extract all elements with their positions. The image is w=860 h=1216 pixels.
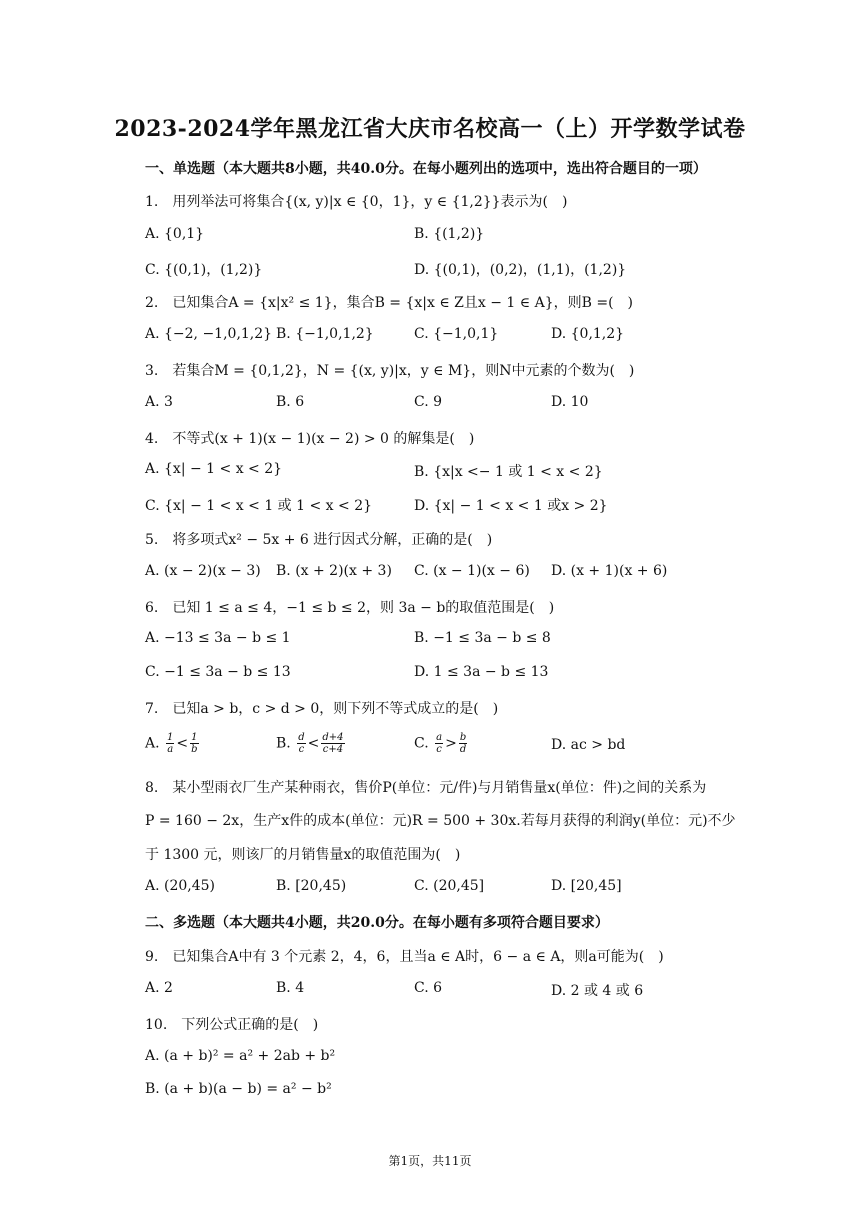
q4-option-a: A. {x| − 1 < x < 2}	[145, 461, 283, 477]
q9-option-b: B. 4	[276, 980, 305, 996]
q7-option-c-label: C.	[414, 735, 429, 752]
fraction-numerator: b	[459, 732, 467, 743]
q10-option-b: B. (a + b)(a − b) = a² − b²	[145, 1081, 332, 1097]
fraction-numerator: d+4	[322, 732, 344, 743]
comparison-operator: <	[176, 735, 189, 752]
comparison-operator: <	[307, 735, 320, 752]
q2-option-b: B. {−1,0,1,2}	[276, 326, 374, 342]
fraction-denominator: a	[167, 744, 174, 755]
q7-option-b	[276, 732, 347, 755]
fraction-numerator: a	[436, 732, 443, 743]
fraction-denominator: c	[436, 744, 442, 755]
fraction-numerator: 1	[191, 732, 198, 743]
fraction-denominator: b	[191, 744, 198, 755]
q5-option-d: D. (x + 1)(x + 6)	[551, 563, 668, 579]
question-8-line-3: 于 1300 元，则该厂的月销售量x的取值范围为( )	[145, 847, 461, 863]
q4-option-c: C. {x| − 1 < x < 1 或 1 < x < 2}	[145, 498, 373, 514]
q1-option-d: D. {(0,1)，(0,2)，(1,1)，(1,2)}	[414, 262, 627, 278]
question-2: 2. 已知集合A = {x|x² ≤ 1}，集合B = {x|x ∈ Z且x − 1 ∈ A}，则B =( )	[145, 295, 634, 311]
q3-option-c: C. 9	[414, 394, 443, 410]
section-heading-single-choice: 一、单选题（本大题共8小题，共40.0分。在每小题列出的选项中，选出符合题目的一项）	[145, 161, 707, 177]
page-footer: 第1页，共11页	[388, 1154, 472, 1168]
fraction-denominator: c	[298, 744, 305, 755]
q5-option-c: C. (x − 1)(x − 6)	[414, 563, 530, 579]
fraction-numerator: 1	[167, 732, 174, 743]
question-9: 9. 已知集合A中有 3 个元素 2，4，6，且当a ∈ A时，6 − a ∈ A，则a可能为( )	[145, 949, 664, 965]
q5-option-b: B. (x + 2)(x + 3)	[276, 563, 392, 579]
q9-option-a: A. 2	[145, 980, 173, 996]
fraction	[297, 732, 305, 755]
q10-option-a: A. (a + b)² = a² + 2ab + b²	[145, 1048, 336, 1064]
q7-option-d: D. ac > bd	[551, 737, 626, 753]
question-5: 5. 将多项式x² − 5x + 6 进行因式分解，正确的是( )	[145, 532, 493, 548]
page-title: 2023-2024学年黑龙江省大庆市名校高一（上）开学数学试卷	[114, 116, 746, 142]
fraction	[166, 732, 174, 755]
q3-option-a: A. 3	[145, 394, 173, 410]
q8-option-c: C. (20,45]	[414, 878, 485, 894]
q7-option-a	[145, 732, 201, 755]
question-3: 3. 若集合M = {0,1,2}，N = {(x, y)|x，y ∈ M}，则N中元素的个数为( )	[145, 363, 635, 379]
q6-option-b: B. −1 ≤ 3a − b ≤ 8	[414, 630, 551, 646]
q8-option-b: B. [20,45)	[276, 878, 347, 894]
question-1: 1. 用列举法可将集合{(x, y)|x ∈ {0，1}，y ∈ {1,2}}表示为( )	[145, 194, 568, 210]
fraction	[321, 732, 344, 755]
fraction	[459, 732, 467, 755]
question-10: 10. 下列公式正确的是( )	[145, 1017, 319, 1033]
fraction	[190, 732, 198, 755]
comparison-operator: >	[445, 735, 457, 752]
q6-option-c: C. −1 ≤ 3a − b ≤ 13	[145, 664, 291, 680]
fraction	[435, 732, 443, 755]
q1-option-a: A. {0,1}	[145, 226, 205, 242]
q7-option-c	[414, 732, 469, 755]
q1-option-b: B. {(1,2)}	[414, 226, 485, 242]
q1-option-c: C. {(0,1)，(1,2)}	[145, 262, 263, 278]
section-heading-multiple-choice: 二、多选题（本大题共4小题，共20.0分。在每小题有多项符合题目要求）	[145, 915, 609, 931]
q2-option-a: A. {−2, −1,0,1,2}	[145, 326, 273, 342]
q2-option-c: C. {−1,0,1}	[414, 326, 499, 342]
q7-option-a-label: A.	[145, 735, 160, 752]
q7-option-b-label: B.	[276, 735, 291, 752]
question-4: 4. 不等式(x + 1)(x − 1)(x − 2) > 0 的解集是( )	[145, 431, 475, 447]
q9-option-c: C. 6	[414, 980, 443, 996]
question-6: 6. 已知 1 ≤ a ≤ 4，−1 ≤ b ≤ 2，则 3a − b的取值范围是( )	[145, 600, 555, 616]
q8-option-a: A. (20,45)	[145, 878, 216, 894]
question-8-line-2: P = 160 − 2x，生产x件的成本(单位：元)R = 500 + 30x.若每月获得的利润y(单位：元)不少	[145, 813, 736, 829]
q8-option-d: D. [20,45]	[551, 878, 622, 894]
question-7: 7. 已知a > b，c > d > 0，则下列不等式成立的是( )	[145, 701, 499, 717]
q6-option-d: D. 1 ≤ 3a − b ≤ 13	[414, 664, 549, 680]
fraction-denominator: c+4	[322, 744, 344, 755]
q5-option-a: A. (x − 2)(x − 3)	[145, 563, 261, 579]
fraction-denominator: d	[459, 744, 467, 755]
q9-option-d: D. 2 或 4 或 6	[551, 983, 644, 999]
q4-option-d: D. {x| − 1 < x < 1 或x > 2}	[414, 498, 608, 514]
q6-option-a: A. −13 ≤ 3a − b ≤ 1	[145, 630, 291, 646]
fraction-numerator: d	[298, 732, 305, 743]
q2-option-d: D. {0,1,2}	[551, 326, 625, 342]
question-8-line-1: 8. 某小型雨衣厂生产某种雨衣，售价P(单位：元/件)与月销售量x(单位：件)之间的关系为	[145, 780, 707, 796]
q4-option-b: B. {x|x <− 1 或 1 < x < 2}	[414, 464, 603, 480]
q3-option-d: D. 10	[551, 394, 589, 410]
q3-option-b: B. 6	[276, 394, 305, 410]
